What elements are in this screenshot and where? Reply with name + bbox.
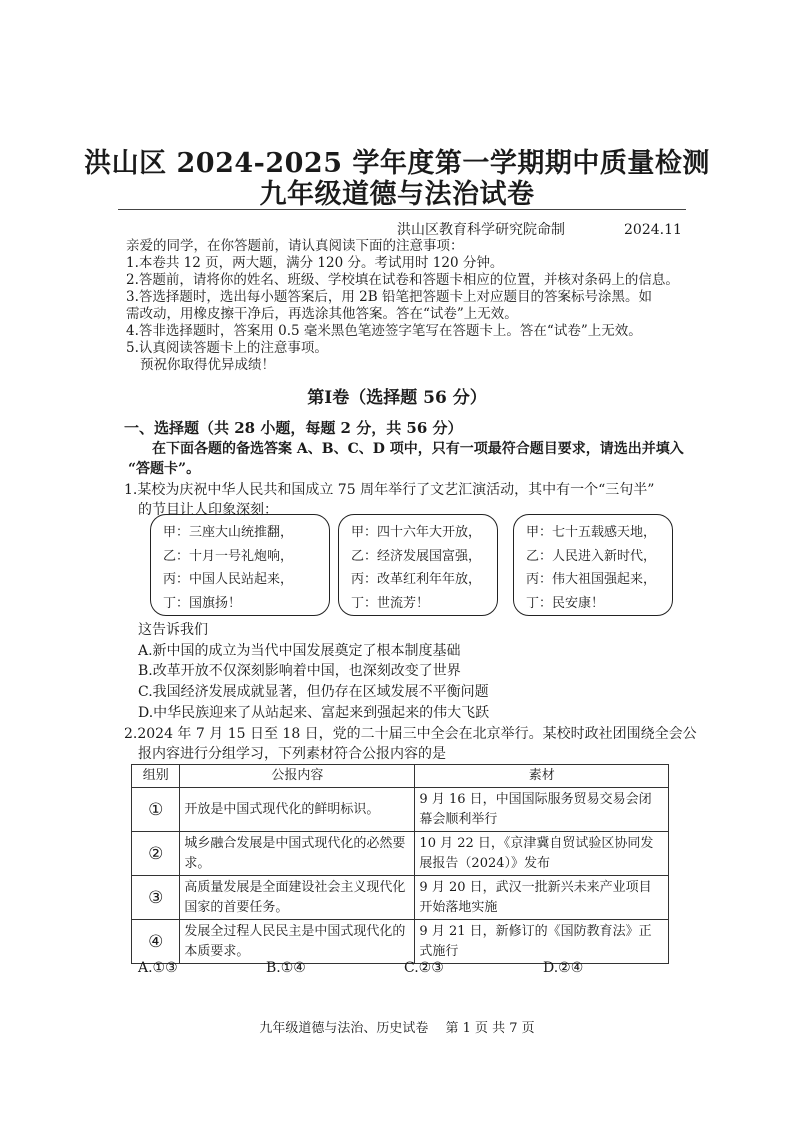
notice-item: 1.本卷共 12 页，两大题，满分 120 分。考试用时 120 分钟。 <box>126 255 504 271</box>
notice-wish: 预祝你取得优异成绩！ <box>140 357 275 373</box>
verse-line: 丁：国旗扬！ <box>163 595 242 611</box>
page-footer: 九年级道德与法治、历史试卷 第 1 页 共 7 页 <box>259 1021 535 1036</box>
table-row <box>132 920 669 964</box>
verse-line: 丙：改革红利年年放， <box>351 572 482 587</box>
q1-option-c: C.我国经济发展成就显著，但仍存在区域发展不平衡问题 <box>138 684 489 700</box>
exam-date: 2024.11 <box>624 222 682 238</box>
q1-option-a: A.新中国的成立为当代中国发展奠定了根本制度基础 <box>138 643 461 659</box>
material-text: 9 月 16 日，中国国际服务贸易交易会闭幕会顺利举行 <box>415 788 669 832</box>
communique-content: 高质量发展是全面建设社会主义现代化国家的首要任务。 <box>180 876 415 920</box>
group-number: ④ <box>132 920 180 964</box>
verse-line: 甲：七十五载感天地， <box>526 525 657 540</box>
q2-stem: 2.2024 年 7 月 15 日至 18 日，党的二十届三中全会在北京举行。某校时政社团围绕全会公 <box>124 726 697 742</box>
verse-line: 甲：三座大山统推翻， <box>163 525 294 540</box>
verse-line: 丁：民安康！ <box>526 595 605 611</box>
communique-content: 开放是中国式现代化的鲜明标识。 <box>180 788 415 832</box>
verse-line: 乙：十月一号礼炮响， <box>163 548 294 564</box>
q1-lead: 这告诉我们 <box>138 622 208 638</box>
group-number: ② <box>132 832 180 876</box>
material-text: 9 月 20 日，武汉一批新兴未来产业项目开始落地实施 <box>415 876 669 920</box>
part-title: 一、选择题（共 28 小题，每题 2 分，共 56 分） <box>124 419 463 437</box>
exam-title: 洪山区 2024-2025 学年度第一学期期中质量检测 <box>84 148 710 179</box>
notice-item: 3.答选择题时，选出每小题答案后，用 2B 铅笔把答题卡上对应题目的答案标号涂黑。如 <box>126 289 652 305</box>
notice-item: 2.答题前，请将你的姓名、班级、学校填在试卷和答题卡相应的位置，并核对条码上的信息。 <box>126 272 679 288</box>
title-divider <box>118 209 686 210</box>
material-text: 9 月 21 日，新修订的《国防教育法》正式施行 <box>415 920 669 964</box>
part-instruction: 在下面各题的备选答案 A、B、C、D 项中，只有一项最符合题目要求，请选出并填入 <box>152 441 684 457</box>
notice-item: 4.答非选择题时，答案用 0.5 毫米黑色笔迹签字笔写在答题卡上。答在“试卷”上无效。 <box>126 323 642 339</box>
q1-stem: 1.某校为庆祝中华人民共和国成立 75 周年举行了文艺汇演活动，其中有一个“三句半” <box>124 482 655 498</box>
q1-option-b: B.改革开放不仅深刻影响着中国，也深刻改变了世界 <box>138 663 461 679</box>
q1-stem-cont: 的节目让人印象深刻： <box>138 502 278 518</box>
header-group: 组别 <box>132 765 180 788</box>
material-text: 10 月 22 日，《京津冀自贸试验区协同发展报告（2024）》发布 <box>415 832 669 876</box>
exam-subtitle: 九年级道德与法治试卷 <box>259 179 535 210</box>
communique-content: 发展全过程人民民主是中国式现代化的本质要求。 <box>180 920 415 964</box>
header-material: 素材 <box>415 765 669 788</box>
q1-option-d: D.中华民族迎来了从站起来、富起来到强起来的伟大飞跃 <box>138 705 490 721</box>
verse-line: 甲：四十六年大开放， <box>351 525 482 540</box>
verse-line: 丙：中国人民站起来， <box>163 572 294 587</box>
q1-verse-box <box>513 514 673 616</box>
q1-verse-box <box>150 514 330 616</box>
q2-option-b: B.①④ <box>266 960 306 976</box>
verse-line: 乙：人民进入新时代， <box>526 548 657 564</box>
q2-stem-cont: 报内容进行分组学习，下列素材符合公报内容的是 <box>138 746 446 762</box>
q2-option-d: D.②④ <box>543 960 584 976</box>
q2-option-a: A.①③ <box>138 960 178 976</box>
table-row <box>132 788 669 832</box>
notice-item: 5.认真阅读答题卡上的注意事项。 <box>126 340 328 356</box>
section-title: 第Ⅰ卷（选择题 56 分） <box>307 388 487 408</box>
verse-line: 丙：伟大祖国强起来， <box>526 572 657 587</box>
table-header-row <box>132 765 669 788</box>
notice-intro: 亲爱的同学，在你答题前，请认真阅读下面的注意事项： <box>126 238 464 254</box>
verse-line: 乙：经济发展国富强， <box>351 548 482 564</box>
q2-option-c: C.②③ <box>404 960 444 976</box>
notice-item: 需改动，用橡皮擦干净后，再选涂其他答案。答在“试卷”上无效。 <box>126 306 518 322</box>
verse-line: 丁：世流芳！ <box>351 595 430 611</box>
part-instruction-cont: “答题卡”。 <box>128 461 201 477</box>
q1-verse-box <box>338 514 498 616</box>
table-row <box>132 876 669 920</box>
issuer: 洪山区教育科学研究院命制 <box>397 222 565 238</box>
header-content: 公报内容 <box>180 765 415 788</box>
q2-table <box>131 764 669 964</box>
communique-content: 城乡融合发展是中国式现代化的必然要求。 <box>180 832 415 876</box>
table-row <box>132 832 669 876</box>
group-number: ① <box>132 788 180 832</box>
group-number: ③ <box>132 876 180 920</box>
